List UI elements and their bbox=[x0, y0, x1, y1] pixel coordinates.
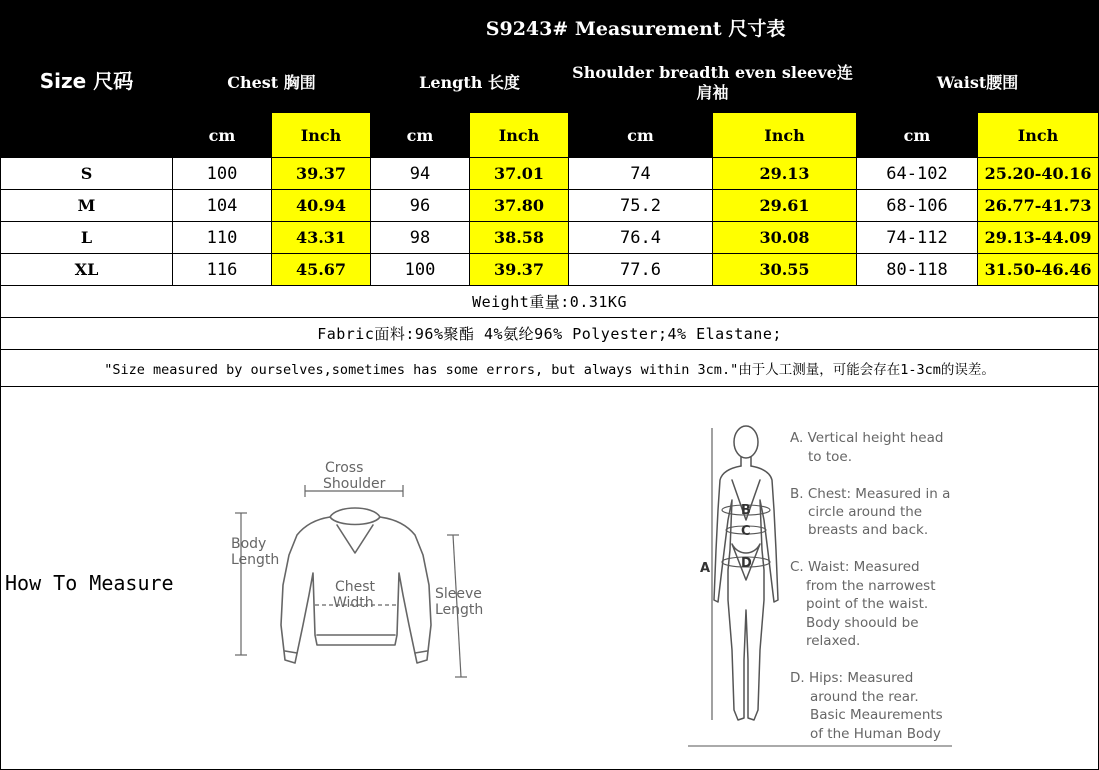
unit-cm: cm bbox=[569, 113, 713, 158]
value-cell: 29.61 bbox=[713, 190, 857, 222]
unit-inch: Inch bbox=[978, 113, 1099, 158]
size-cell: S bbox=[1, 158, 173, 190]
value-cell: 94 bbox=[371, 158, 470, 190]
value-cell: 76.4 bbox=[569, 222, 713, 254]
instruction-b: B. Chest: Measured in a bbox=[790, 486, 951, 502]
value-cell: 39.37 bbox=[272, 158, 371, 190]
sleeve-length-label: Length bbox=[435, 602, 484, 618]
how-to-measure-label: How To Measure bbox=[5, 571, 174, 595]
sweater-collar bbox=[330, 508, 380, 525]
marker-d: D bbox=[741, 556, 752, 571]
value-cell: 29.13 bbox=[713, 158, 857, 190]
unit-inch: Inch bbox=[272, 113, 371, 158]
unit-cm: cm bbox=[371, 113, 470, 158]
instruction-c: C. Waist: Measured bbox=[790, 559, 920, 575]
value-cell: 98 bbox=[371, 222, 470, 254]
table-row bbox=[1, 254, 1099, 286]
value-cell: 25.20-40.16 bbox=[978, 158, 1099, 190]
value-cell: 116 bbox=[173, 254, 272, 286]
value-cell: 104 bbox=[173, 190, 272, 222]
sweater-cuff-left bbox=[285, 651, 297, 653]
sweater-neck-v bbox=[337, 525, 373, 553]
weight-row: Weight重量:0.31KG bbox=[1, 286, 1099, 318]
value-cell: 68-106 bbox=[857, 190, 978, 222]
value-cell: 74-112 bbox=[857, 222, 978, 254]
value-cell: 110 bbox=[173, 222, 272, 254]
unit-inch: Inch bbox=[713, 113, 857, 158]
sleeve-length-label: Sleeve bbox=[435, 586, 482, 602]
size-header: Size 尺码 bbox=[1, 1, 173, 158]
value-cell: 39.37 bbox=[470, 254, 569, 286]
instruction-a: A. Vertical height head bbox=[790, 430, 944, 446]
marker-c: C bbox=[741, 524, 751, 539]
body-length-label: Body bbox=[231, 536, 267, 552]
value-cell: 38.58 bbox=[470, 222, 569, 254]
value-cell: 29.13-44.09 bbox=[978, 222, 1099, 254]
instruction-a: to toe. bbox=[808, 449, 852, 465]
body-diagram bbox=[688, 420, 958, 750]
table-row bbox=[1, 158, 1099, 190]
instruction-c: relaxed. bbox=[806, 633, 861, 649]
value-cell: 75.2 bbox=[569, 190, 713, 222]
value-cell: 100 bbox=[371, 254, 470, 286]
chest-width-label: Chest bbox=[335, 579, 376, 595]
unit-inch: Inch bbox=[470, 113, 569, 158]
value-cell: 100 bbox=[173, 158, 272, 190]
cross-shoulder-label: Cross bbox=[325, 460, 364, 476]
column-header-length: Length 长度 bbox=[371, 54, 569, 113]
value-cell: 77.6 bbox=[569, 254, 713, 286]
body-head bbox=[734, 426, 758, 458]
value-cell: 80-118 bbox=[857, 254, 978, 286]
instruction-d: of the Human Body bbox=[810, 726, 941, 742]
value-cell: 45.67 bbox=[272, 254, 371, 286]
measurement-note: "Size measured by ourselves,sometimes has some errors, but always within 3cm."由于人工测量，可能会存在1-3cm的误差。 bbox=[1, 350, 1099, 387]
unit-cm: cm bbox=[173, 113, 272, 158]
value-cell: 37.01 bbox=[470, 158, 569, 190]
chart-title: S9243# Measurement 尺寸表 bbox=[173, 1, 1099, 54]
value-cell: 43.31 bbox=[272, 222, 371, 254]
size-cell: XL bbox=[1, 254, 173, 286]
sweater-diagram bbox=[225, 455, 495, 685]
marker-b: B bbox=[741, 503, 751, 518]
instruction-b: breasts and back. bbox=[808, 522, 929, 538]
value-cell: 37.80 bbox=[470, 190, 569, 222]
instruction-c: Body shoould be bbox=[806, 615, 919, 631]
body-length-label: Length bbox=[231, 552, 280, 568]
cross-shoulder-label: Shoulder bbox=[323, 476, 386, 492]
column-header-shoulder: Shoulder breadth even sleeve连肩袖 bbox=[569, 54, 857, 113]
instruction-c: from the narrowest bbox=[806, 578, 936, 594]
instruction-d: D. Hips: Measured bbox=[790, 670, 914, 686]
value-cell: 30.08 bbox=[713, 222, 857, 254]
value-cell: 30.55 bbox=[713, 254, 857, 286]
value-cell: 96 bbox=[371, 190, 470, 222]
table-row bbox=[1, 222, 1099, 254]
instruction-d: around the rear. bbox=[810, 689, 919, 705]
value-cell: 31.50-46.46 bbox=[978, 254, 1099, 286]
fabric-row: Fabric面料:96%聚酯 4%氨纶96% Polyester;4% Elastane; bbox=[1, 318, 1099, 350]
column-header-chest: Chest 胸围 bbox=[173, 54, 371, 113]
value-cell: 74 bbox=[569, 158, 713, 190]
instruction-d: Basic Meaurements bbox=[810, 707, 943, 723]
table-row bbox=[1, 190, 1099, 222]
marker-a: A bbox=[700, 561, 711, 576]
instruction-c: point of the waist. bbox=[806, 596, 929, 612]
instruction-b: circle around the bbox=[808, 504, 923, 520]
value-cell: 26.77-41.73 bbox=[978, 190, 1099, 222]
size-cell: M bbox=[1, 190, 173, 222]
column-header-waist: Waist腰围 bbox=[857, 54, 1099, 113]
unit-cm: cm bbox=[857, 113, 978, 158]
value-cell: 40.94 bbox=[272, 190, 371, 222]
chest-width-label: Width bbox=[333, 595, 374, 611]
size-cell: L bbox=[1, 222, 173, 254]
sweater-cuff-right bbox=[415, 651, 427, 653]
value-cell: 64-102 bbox=[857, 158, 978, 190]
